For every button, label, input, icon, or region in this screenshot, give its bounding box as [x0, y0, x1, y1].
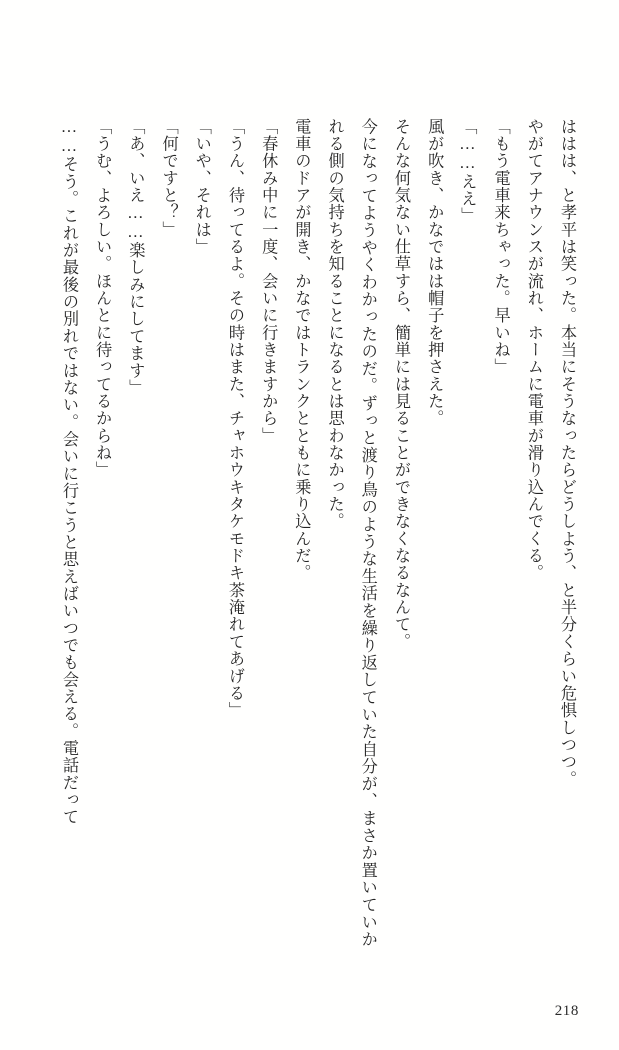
paragraph: 「あ、いえ……楽しみにしてます」 [126, 118, 145, 397]
paragraph: やがてアナウンスが流れ、ホームに電車が滑り込んでくる。 [524, 118, 543, 582]
paragraph: 「いや、それは」 [192, 118, 211, 256]
paragraph: 電車のドアが開き、かなではトランクとともに乗り込んだ。 [292, 118, 311, 582]
paragraph: 「春休み中に一度、会いに行きますから」 [259, 118, 278, 445]
paragraph: 「……ええ」 [458, 118, 477, 225]
paragraph: 風が吹き、かなではは帽子を押さえた。 [425, 118, 444, 428]
paragraph: 「うむ、よろしい。ほんとに待ってるからね」 [93, 118, 112, 479]
paragraph: ……そう。これが最後の別れではない。会いに行こうと思えばいつでも会える。電話だって [59, 118, 78, 826]
paragraph: ははは、と孝平は笑った。本当にそうなったらどうしよう、と半分くらい危惧しつつ。 [558, 118, 576, 788]
paragraph: 「うん、待ってるよ。その時はまた、チャホウキタケモドキ茶淹れてあげる」 [225, 118, 244, 720]
paragraph: 「何ですと？」 [159, 118, 178, 239]
paragraph: 「もう電車来ちゃった。早いね」 [491, 118, 510, 376]
paragraph: 今になってようやくわかったのだ。ずっと渡り鳥のような生活を繰り返していた自分が、まさか置いていかれる側の気持ちを知ることになるとは思わなかった。 [325, 118, 377, 948]
page-number: 218 [554, 1003, 579, 1019]
paragraph: そんな何気ない仕草すら、簡単には見ることができなくなるなんて。 [391, 118, 410, 651]
vertical-text-body [35, 118, 583, 948]
